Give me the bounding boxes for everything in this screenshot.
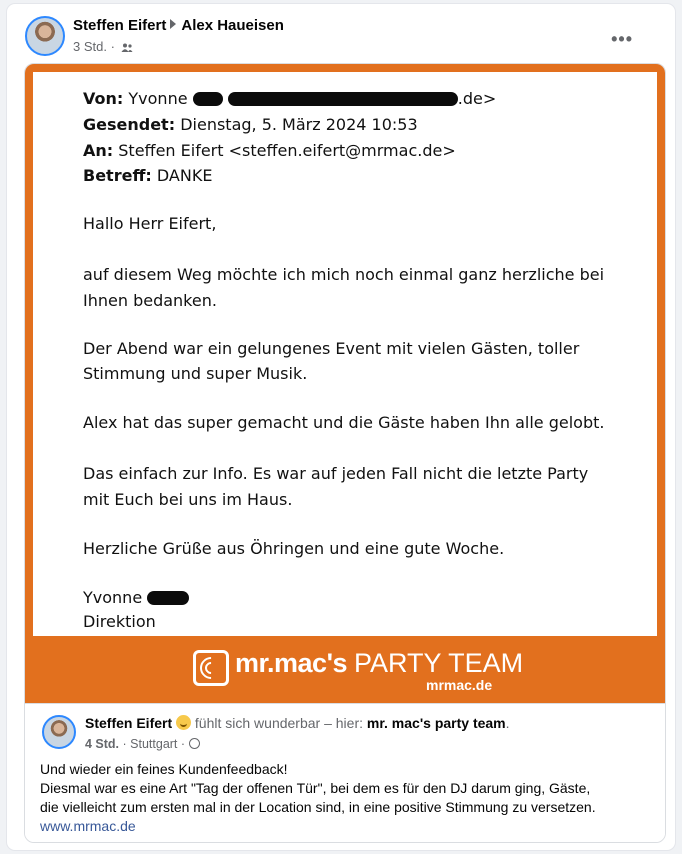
arrow-right-icon xyxy=(170,19,176,29)
post-text-line: die vielleicht zum ersten mal in der Location sind, in eine positive Stimmung zu versetzen. xyxy=(40,799,596,815)
smiley-icon xyxy=(176,715,191,730)
brand-banner xyxy=(25,636,665,703)
brand-url: mrmac.de xyxy=(426,677,493,693)
email-sent: Gesendet: Dienstag, 5. März 2024 10:53 xyxy=(83,115,418,134)
feeling-text: fühlt sich wunderbar – hier: xyxy=(194,715,363,731)
email-subject: Betreff: DANKE xyxy=(83,166,213,185)
email-signature-title: Direktion xyxy=(83,612,156,631)
shared-post-text xyxy=(40,760,650,836)
author-avatar[interactable] xyxy=(25,16,65,56)
email-body-line: Das einfach zur Info. Es war auf jeden Fall nicht die letzte Party xyxy=(83,464,589,483)
author-name[interactable]: Steffen Eifert xyxy=(73,17,167,34)
shared-author-name[interactable]: Steffen Eifert xyxy=(85,715,173,731)
place-link[interactable]: mr. mac's party team xyxy=(366,715,506,731)
redaction-mark xyxy=(193,92,223,106)
shared-post-location[interactable]: Stuttgart xyxy=(130,737,178,751)
email-screenshot xyxy=(33,72,657,636)
shared-post-card[interactable] xyxy=(24,63,666,843)
post-meta: 3 Std. · xyxy=(73,39,133,54)
shared-post-body xyxy=(25,703,665,843)
post-image[interactable] xyxy=(25,64,665,703)
speaker-logo-icon xyxy=(193,650,229,686)
globe-icon xyxy=(189,738,200,749)
email-body-line: Der Abend war ein gelungenes Event mit vielen Gästen, toller xyxy=(83,339,580,358)
post-author-line xyxy=(73,17,284,34)
email-body-line: Ihnen bedanken. xyxy=(83,291,217,310)
email-to: An: Steffen Eifert <steffen.eifert@mrmac.de> xyxy=(83,141,456,160)
email-signature-name: Yvonne xyxy=(83,588,189,607)
email-body-line: auf diesem Weg möchte ich mich noch einmal ganz herzliche bei xyxy=(83,265,605,284)
email-body-line: Herzliche Grüße aus Öhringen und eine gute Woche. xyxy=(83,539,505,558)
email-from: Von: Yvonne .de> xyxy=(83,89,497,108)
email-body-line: Hallo Herr Eifert, xyxy=(83,214,217,233)
redaction-mark xyxy=(228,92,458,106)
email-body-line: Alex hat das super gemacht und die Gäste haben Ihn alle gelobt. xyxy=(83,413,605,432)
post-text-line: Diesmal war es eine Art "Tag der offenen Tür", bei dem es für den DJ darum ging, Gäste, xyxy=(40,780,591,796)
post-header xyxy=(25,16,655,56)
email-body-line: mit Euch bei uns im Haus. xyxy=(83,490,293,509)
post-text-line: Und wieder ein feines Kundenfeedback! xyxy=(40,761,288,777)
website-link[interactable]: www.mrmac.de xyxy=(40,818,136,834)
redaction-mark xyxy=(147,591,189,605)
post-time[interactable]: 3 Std. xyxy=(73,39,107,54)
group-icon xyxy=(121,43,133,52)
brand-name: mr.mac's PARTY TEAM xyxy=(235,648,524,678)
feed-post xyxy=(7,4,675,850)
email-body-line: Stimmung und super Musik. xyxy=(83,364,308,383)
shared-post-time[interactable]: 4 Std. xyxy=(85,737,120,751)
shared-post-meta: 4 Std. · Stuttgart · xyxy=(85,737,200,751)
more-options-icon[interactable]: ••• xyxy=(611,29,633,49)
target-name[interactable]: Alex Haueisen xyxy=(181,17,284,34)
shared-author-avatar[interactable] xyxy=(42,715,76,749)
shared-author-line: Steffen Eifert fühlt sich wunderbar – hier: mr. mac's party team. xyxy=(85,715,510,731)
